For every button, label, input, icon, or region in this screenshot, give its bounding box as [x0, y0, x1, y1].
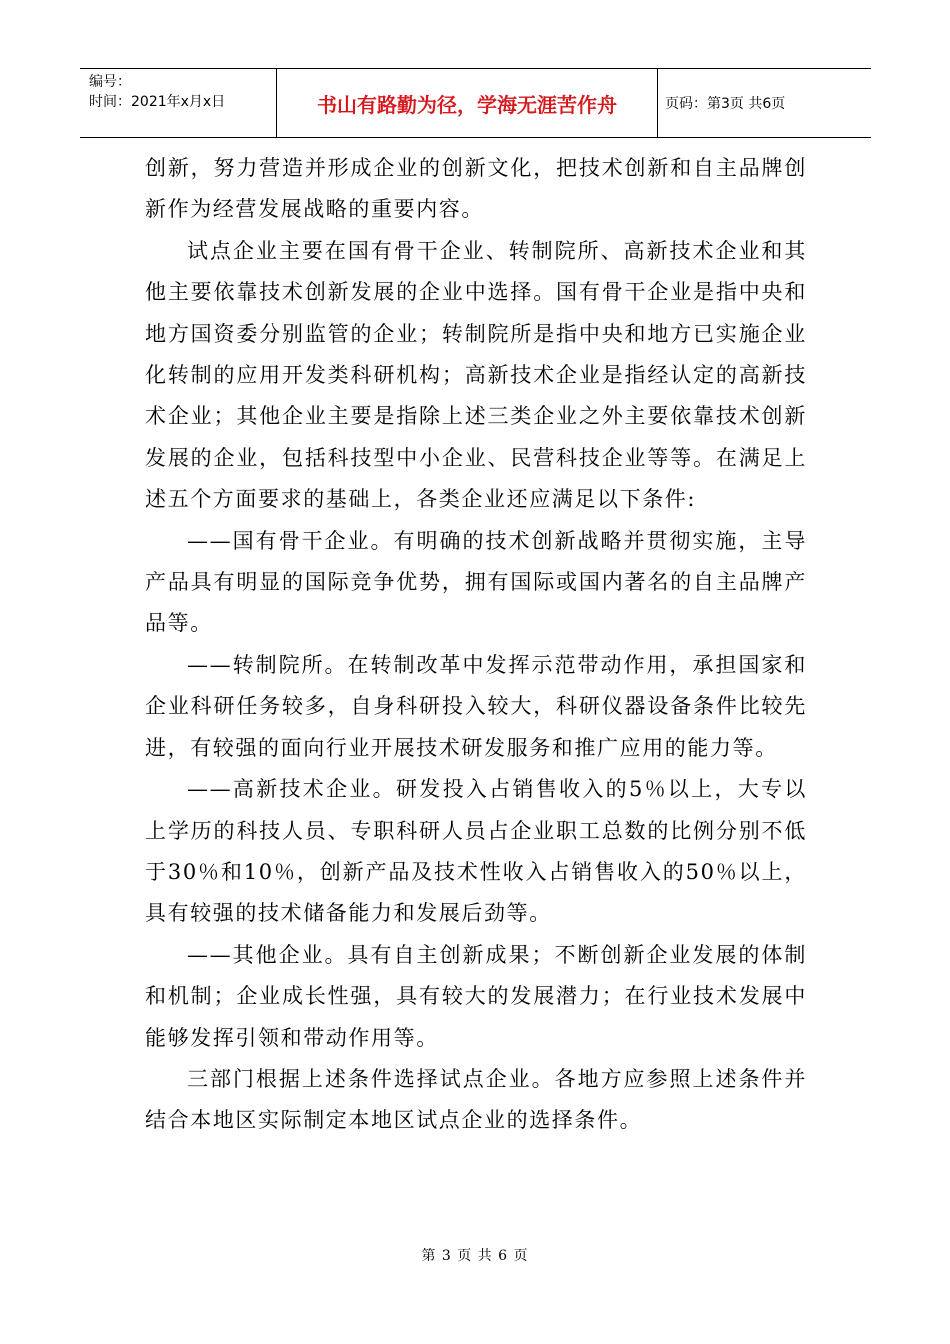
- paragraph-high-tech-enterprises: ——高新技术企业。研发投入占销售收入的5％以上，大专以上学历的科技人员、专职科研人员占企业职工总数的比例分别不低于30％和10％，创新产品及技术性收入占销售收入的50％以上，具有较强的技术储备能力和发展后劲等。: [145, 777, 807, 926]
- paragraph-selection-procedure: 三部门根据上述条件选择试点企业。各地方应参照上述条件并结合本地区实际制定本地区试点企业的选择条件。: [145, 1066, 807, 1133]
- page-footer: 第 3 页 共 6 页: [421, 1248, 529, 1264]
- paragraph-selection-scope: 试点企业主要在国有骨干企业、转制院所、高新技术企业和其他主要依靠技术创新发展的企业中选择。国有骨干企业是指中央和地方国资委分别监管的企业；转制院所是指中央和地方已实施企业化转制的应用开发类科研机构；高新技术企业是指经认定的高新技术企业；其他企业主要是指除上述三类企业之外主要依靠技术创新发展的企业，包括科技型中小企业、民营科技企业等等。在满足上述五个方面要求的基础上，各类企业还应满足以下条件:: [145, 238, 807, 512]
- document-number-label: 编号：: [89, 74, 131, 90]
- page-header: [80, 68, 871, 138]
- document-time-label: 时间：2021年x月x日: [89, 94, 226, 110]
- paragraph-state-enterprises: ——国有骨干企业。有明确的技术创新战略并贯彻实施，主导产品具有明显的国际竞争优势，拥有国际或国内著名的自主品牌产品等。: [145, 528, 807, 636]
- paragraph-converted-institutes: ——转制院所。在转制改革中发挥示范带动作用，承担国家和企业科研任务较多，自身科研投入较大，科研仪器设备条件比较先进，有较强的面向行业开展技术研发服务和推广应用的能力等。: [145, 652, 807, 760]
- header-meta-cell: [80, 69, 277, 137]
- paragraph-continuation: 创新，努力营造并形成企业的创新文化，把技术创新和自主品牌创新作为经营发展战略的重要内容。: [145, 156, 807, 222]
- document-body: [145, 148, 807, 1142]
- header-motto: 书山有路勤为径，学海无涯苦作舟: [277, 69, 658, 137]
- header-page-info: 页码：第3页 共6页: [665, 96, 786, 112]
- paragraph-other-enterprises: ——其他企业。具有自主创新成果；不断创新企业发展的体制和机制；企业成长性强，具有较大的发展潜力；在行业技术发展中能够发挥引领和带动作用等。: [145, 942, 807, 1050]
